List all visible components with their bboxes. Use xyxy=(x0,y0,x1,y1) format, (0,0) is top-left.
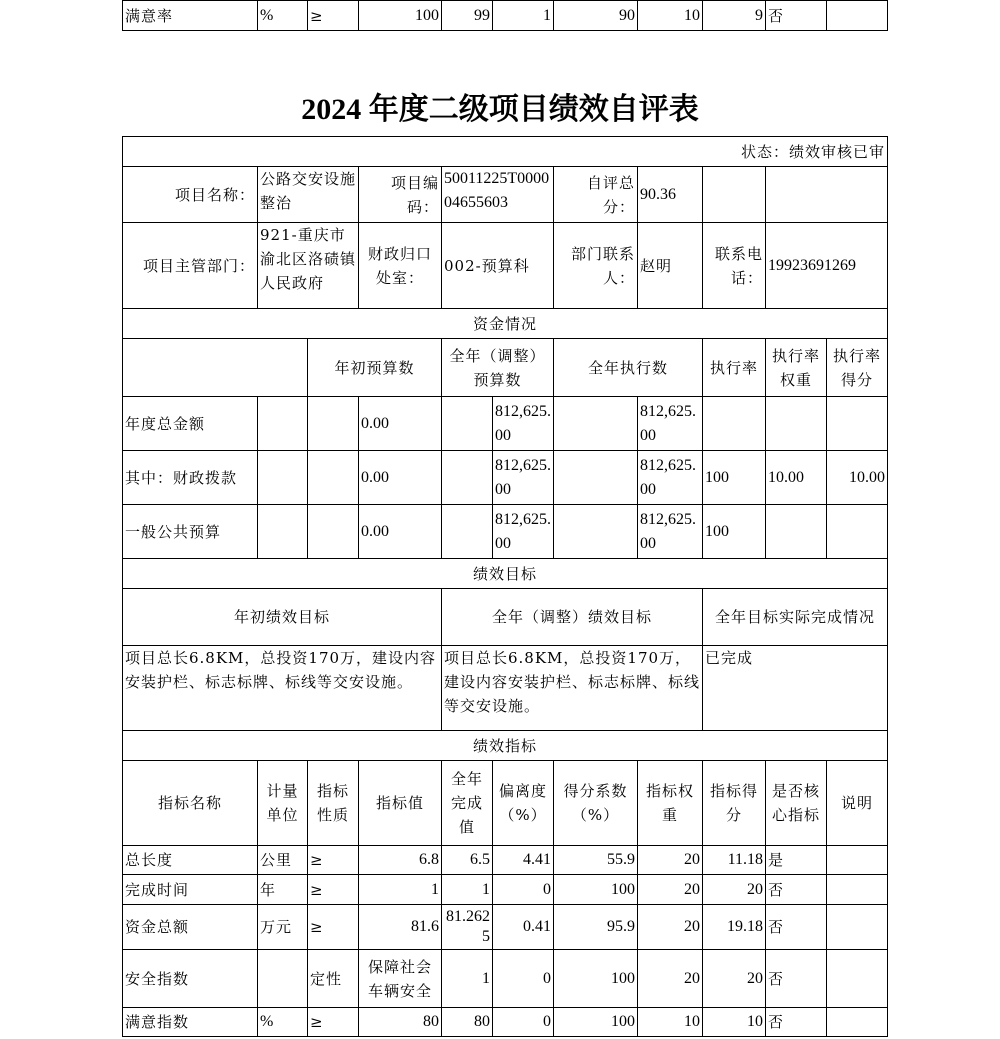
indicator-deviation: 1 xyxy=(493,1,554,31)
indicator-note xyxy=(827,846,888,875)
indicator-note xyxy=(827,950,888,1008)
funds-score: 10.00 xyxy=(827,451,888,505)
funds-executed: 812,625.00 xyxy=(638,505,703,559)
table-row xyxy=(123,950,888,1008)
empty-cell xyxy=(258,505,308,559)
project-code-label: 项目编码： xyxy=(359,167,442,223)
funds-header-adjusted: 全年（调整）预算数 xyxy=(442,339,554,397)
indicators-header-name: 指标名称 xyxy=(123,761,258,846)
indicator-nature: ≥ xyxy=(308,846,359,875)
info-row xyxy=(123,167,888,223)
goals-actual: 已完成 xyxy=(703,646,888,731)
table-row xyxy=(123,875,888,905)
indicator-target: 保障社会车辆安全 xyxy=(359,950,442,1008)
funds-label: 其中：财政拨款 xyxy=(123,451,258,505)
funds-initial: 0.00 xyxy=(359,397,442,451)
funds-section-title: 资金情况 xyxy=(123,309,888,339)
indicator-weight: 20 xyxy=(638,875,703,905)
goals-initial: 项目总长6.8KM，总投资170万，建设内容安装护栏、标志标牌、标线等交安设施。 xyxy=(123,646,442,731)
indicator-name: 安全指数 xyxy=(123,950,258,1008)
funds-weight: 10.00 xyxy=(766,451,827,505)
contact-label: 部门联系人： xyxy=(554,223,638,309)
funds-header-row xyxy=(123,339,888,397)
goals-adjusted: 项目总长6.8KM，总投资170万，建设内容安装护栏、标志标牌、标线等交安设施。 xyxy=(442,646,703,731)
indicators-header-nature: 指标性质 xyxy=(308,761,359,846)
indicator-deviation: 0 xyxy=(493,1008,554,1037)
funds-row xyxy=(123,397,888,451)
page-title: 2024 年度二级项目绩效自评表 xyxy=(301,93,699,126)
indicator-name: 满意指数 xyxy=(123,1008,258,1037)
funds-header-score: 执行率得分 xyxy=(827,339,888,397)
finance-value: 002-预算科 xyxy=(442,223,554,309)
indicators-header-score: 指标得分 xyxy=(703,761,766,846)
indicator-deviation: 0 xyxy=(493,875,554,905)
indicator-deviation: 0 xyxy=(493,950,554,1008)
indicator-weight: 20 xyxy=(638,905,703,950)
funds-row xyxy=(123,505,888,559)
empty-cell xyxy=(123,339,308,397)
funds-score xyxy=(827,397,888,451)
empty-cell xyxy=(554,505,638,559)
table-row xyxy=(123,1,888,31)
indicator-unit: 万元 xyxy=(258,905,308,950)
indicators-header-core: 是否核心指标 xyxy=(766,761,827,846)
section-header xyxy=(123,559,888,589)
score-label: 自评总分： xyxy=(554,167,638,223)
goals-header-row xyxy=(123,589,888,646)
indicator-note xyxy=(827,905,888,950)
dept-value: 921-重庆市渝北区洛碛镇人民政府 xyxy=(258,223,359,309)
empty-cell xyxy=(766,167,888,223)
indicator-actual: 81.2625 xyxy=(442,905,493,950)
empty-cell xyxy=(442,451,493,505)
indicator-deviation: 4.41 xyxy=(493,846,554,875)
indicator-unit: 年 xyxy=(258,875,308,905)
funds-score xyxy=(827,505,888,559)
indicator-unit xyxy=(258,950,308,1008)
indicator-name: 资金总额 xyxy=(123,905,258,950)
status-badge: 状态：绩效审核已审 xyxy=(123,137,888,167)
indicator-core: 否 xyxy=(766,905,827,950)
indicator-unit: % xyxy=(258,1,308,31)
indicator-coef: 100 xyxy=(554,950,638,1008)
goals-header-initial: 年初绩效目标 xyxy=(123,589,442,646)
indicators-header-deviation: 偏离度（%） xyxy=(493,761,554,846)
table-row xyxy=(123,846,888,875)
indicator-nature: ≥ xyxy=(308,905,359,950)
indicators-header-unit: 计量单位 xyxy=(258,761,308,846)
section-header xyxy=(123,309,888,339)
evaluation-table xyxy=(122,136,888,1037)
funds-rate: 100 xyxy=(703,451,766,505)
indicator-core: 否 xyxy=(766,1,827,31)
indicator-score: 20 xyxy=(703,875,766,905)
indicator-coef: 100 xyxy=(554,875,638,905)
indicator-weight: 10 xyxy=(638,1008,703,1037)
indicator-coef: 90 xyxy=(554,1,638,31)
empty-cell xyxy=(554,397,638,451)
indicator-target: 81.6 xyxy=(359,905,442,950)
indicator-unit: 公里 xyxy=(258,846,308,875)
status-row xyxy=(123,137,888,167)
empty-cell xyxy=(442,505,493,559)
indicator-nature: ≥ xyxy=(308,1008,359,1037)
indicator-weight: 10 xyxy=(638,1,703,31)
indicator-weight: 20 xyxy=(638,950,703,1008)
phone-label: 联系电话： xyxy=(703,223,766,309)
indicator-actual: 80 xyxy=(442,1008,493,1037)
table-row xyxy=(123,905,888,950)
dept-label: 项目主管部门： xyxy=(123,223,258,309)
funds-adjusted: 812,625.00 xyxy=(493,505,554,559)
indicator-actual: 1 xyxy=(442,875,493,905)
indicator-score: 19.18 xyxy=(703,905,766,950)
indicator-note xyxy=(827,875,888,905)
funds-weight xyxy=(766,505,827,559)
indicator-core: 否 xyxy=(766,950,827,1008)
funds-header-weight: 执行率权重 xyxy=(766,339,827,397)
indicator-core: 是 xyxy=(766,846,827,875)
table-row xyxy=(123,1008,888,1037)
contact-value: 赵明 xyxy=(638,223,703,309)
indicators-header-actual: 全年完成值 xyxy=(442,761,493,846)
indicator-note xyxy=(827,1,888,31)
phone-value: 19923691269 xyxy=(766,223,888,309)
indicator-name: 满意率 xyxy=(123,1,258,31)
score-value: 90.36 xyxy=(638,167,703,223)
funds-header-initial: 年初预算数 xyxy=(308,339,442,397)
indicator-deviation: 0.41 xyxy=(493,905,554,950)
funds-adjusted: 812,625.00 xyxy=(493,397,554,451)
empty-cell xyxy=(258,451,308,505)
project-name-value: 公路交安设施整治 xyxy=(258,167,359,223)
indicators-header-coef: 得分系数（%） xyxy=(554,761,638,846)
indicators-header-row xyxy=(123,761,888,846)
indicator-target: 6.8 xyxy=(359,846,442,875)
indicator-nature: 定性 xyxy=(308,950,359,1008)
section-header xyxy=(123,731,888,761)
goals-row xyxy=(123,646,888,731)
indicator-actual: 99 xyxy=(442,1,493,31)
funds-rate xyxy=(703,397,766,451)
indicator-target: 80 xyxy=(359,1008,442,1037)
info-row xyxy=(123,223,888,309)
indicator-target: 1 xyxy=(359,875,442,905)
goals-header-actual: 全年目标实际完成情况 xyxy=(703,589,888,646)
empty-cell xyxy=(554,451,638,505)
indicator-coef: 55.9 xyxy=(554,846,638,875)
goals-header-adjusted: 全年（调整）绩效目标 xyxy=(442,589,703,646)
indicator-score: 20 xyxy=(703,950,766,1008)
indicator-score: 11.18 xyxy=(703,846,766,875)
empty-cell xyxy=(258,397,308,451)
funds-row xyxy=(123,451,888,505)
indicator-target: 100 xyxy=(359,1,442,31)
indicator-score: 10 xyxy=(703,1008,766,1037)
funds-header-rate: 执行率 xyxy=(703,339,766,397)
indicator-score: 9 xyxy=(703,1,766,31)
indicator-weight: 20 xyxy=(638,846,703,875)
project-name-label: 项目名称： xyxy=(123,167,258,223)
funds-label: 年度总金额 xyxy=(123,397,258,451)
funds-initial: 0.00 xyxy=(359,505,442,559)
empty-cell xyxy=(308,397,359,451)
previous-table-fragment xyxy=(122,0,888,31)
funds-header-executed: 全年执行数 xyxy=(554,339,703,397)
indicator-note xyxy=(827,1008,888,1037)
funds-label: 一般公共预算 xyxy=(123,505,258,559)
indicators-header-target: 指标值 xyxy=(359,761,442,846)
funds-executed: 812,625.00 xyxy=(638,397,703,451)
indicator-core: 否 xyxy=(766,1008,827,1037)
finance-label: 财政归口处室： xyxy=(359,223,442,309)
funds-initial: 0.00 xyxy=(359,451,442,505)
funds-weight xyxy=(766,397,827,451)
empty-cell xyxy=(308,451,359,505)
indicators-section-title: 绩效指标 xyxy=(123,731,888,761)
indicator-name: 总长度 xyxy=(123,846,258,875)
indicator-name: 完成时间 xyxy=(123,875,258,905)
goals-section-title: 绩效目标 xyxy=(123,559,888,589)
indicator-nature: ≥ xyxy=(308,1,359,31)
indicator-coef: 100 xyxy=(554,1008,638,1037)
indicators-header-note: 说明 xyxy=(827,761,888,846)
indicator-actual: 6.5 xyxy=(442,846,493,875)
indicator-unit: % xyxy=(258,1008,308,1037)
funds-adjusted: 812,625.00 xyxy=(493,451,554,505)
indicator-core: 否 xyxy=(766,875,827,905)
funds-rate: 100 xyxy=(703,505,766,559)
project-code-value: 50011225T000004655603 xyxy=(442,167,554,223)
funds-executed: 812,625.00 xyxy=(638,451,703,505)
indicator-actual: 1 xyxy=(442,950,493,1008)
indicator-coef: 95.9 xyxy=(554,905,638,950)
indicators-header-weight: 指标权重 xyxy=(638,761,703,846)
indicator-nature: ≥ xyxy=(308,875,359,905)
empty-cell xyxy=(308,505,359,559)
empty-cell xyxy=(703,167,766,223)
empty-cell xyxy=(442,397,493,451)
